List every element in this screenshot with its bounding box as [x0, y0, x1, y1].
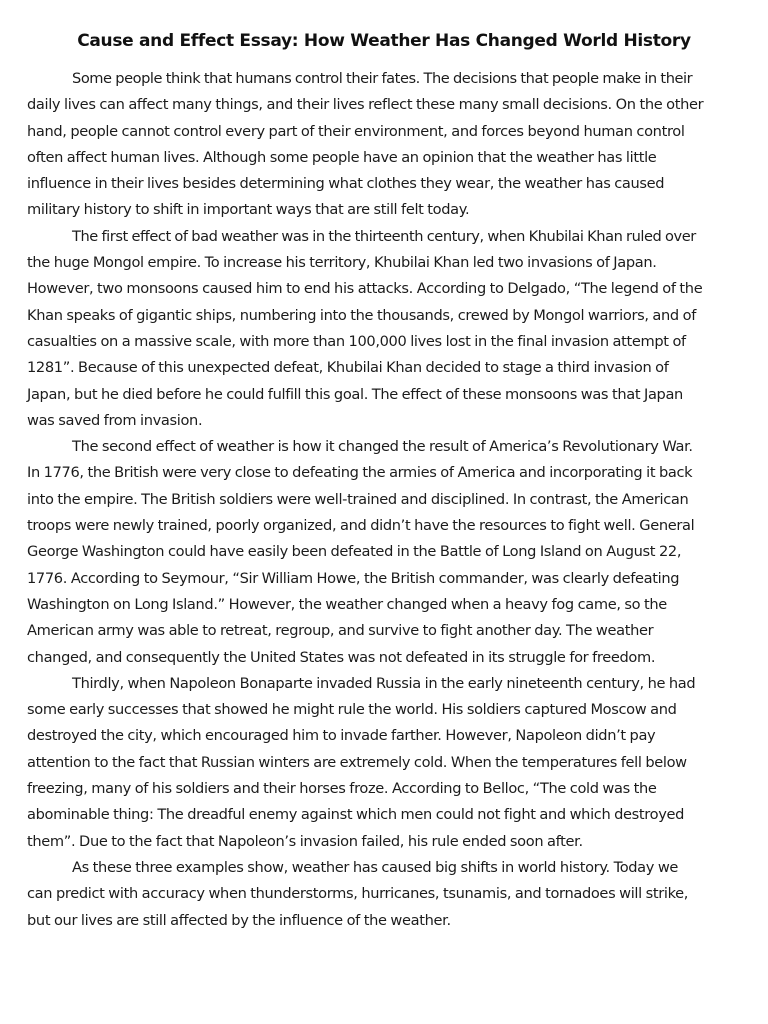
text-line: but our lives are still affected by the influence of the weather.: [27, 911, 451, 929]
text-line: Washington on Long Island.” However, the weather changed when a heavy fog came, so the: [27, 595, 667, 613]
paragraph-revolutionary-war: [27, 434, 741, 671]
text-line: military history to shift in important ways that are still felt today.: [27, 201, 470, 219]
text-line: the huge Mongol empire. To increase his territory, Khubilai Khan led two invasions of Japan.: [27, 254, 657, 272]
text-line: American army was able to retreat, regroup, and survive to fight another day. The weather: [27, 622, 654, 640]
text-line: 1281”. Because of this unexpected defeat, Khubilai Khan decided to stage a third invasion of: [27, 359, 669, 377]
paragraph-mongol-invasion: [27, 224, 741, 434]
essay-body: [27, 66, 741, 934]
text-line: George Washington could have easily been defeated in the Battle of Long Island on August 22,: [27, 543, 682, 561]
text-line: often affect human lives. Although some people have an opinion that the weather has little: [27, 148, 657, 166]
text-line: Khan speaks of gigantic ships, numbering into the thousands, crewed by Mongol warriors, and of: [27, 306, 696, 324]
text-line: casualties on a massive scale, with more than 100,000 lives lost in the final invasion attempt of: [27, 332, 686, 350]
text-line: The first effect of bad weather was in the thirteenth century, when Khubilai Khan ruled over: [72, 227, 696, 245]
text-line: Thirdly, when Napoleon Bonaparte invaded Russia in the early nineteenth century, he had: [72, 674, 696, 692]
text-line: The second effect of weather is how it changed the result of America’s Revolutionary War.: [72, 438, 693, 456]
text-line: influence in their lives besides determining what clothes they wear, the weather has caused: [27, 175, 665, 193]
paragraph-introduction: [27, 66, 741, 224]
text-line: can predict with accuracy when thunderstorms, hurricanes, tsunamis, and tornadoes will strike,: [27, 885, 689, 903]
text-line: destroyed the city, which encouraged him to invade farther. However, Napoleon didn’t pay: [27, 727, 656, 745]
text-line: daily lives can affect many things, and their lives reflect these many small decisions. On the other: [27, 96, 704, 114]
text-line: some early successes that showed he might rule the world. His soldiers captured Moscow and: [27, 701, 677, 719]
text-line: As these three examples show, weather has caused big shifts in world history. Today we: [72, 858, 679, 876]
text-line: hand, people cannot control every part of their environment, and forces beyond human control: [27, 122, 685, 140]
text-line: troops were newly trained, poorly organized, and didn’t have the resources to fight well. General: [27, 517, 695, 535]
paragraph-napoleon-russia: [27, 671, 741, 855]
text-line: In 1776, the British were very close to defeating the armies of America and incorporating it back: [27, 464, 693, 482]
text-line: changed, and consequently the United States was not defeated in its struggle for freedom.: [27, 648, 656, 666]
text-line: 1776. According to Seymour, “Sir William Howe, the British commander, was clearly defeating: [27, 569, 680, 587]
text-line: freezing, many of his soldiers and their horses froze. According to Belloc, “The cold was the: [27, 780, 657, 798]
text-line: into the empire. The British soldiers were well-trained and disciplined. In contrast, the American: [27, 490, 689, 508]
text-line: Japan, but he died before he could fulfill this goal. The effect of these monsoons was that Japan: [27, 385, 683, 403]
text-line: However, two monsoons caused him to end his attacks. According to Delgado, “The legend of the: [27, 280, 703, 298]
text-line: them”. Due to the fact that Napoleon’s invasion failed, his rule ended soon after.: [27, 832, 583, 850]
text-line: Some people think that humans control their fates. The decisions that people make in their: [72, 70, 693, 87]
text-line: attention to the fact that Russian winters are extremely cold. When the temperatures fell below: [27, 753, 687, 771]
text-line: abominable thing: The dreadful enemy against which men could not fight and which destroyed: [27, 806, 685, 824]
paragraph-conclusion: [27, 855, 741, 934]
text-line: was saved from invasion.: [27, 411, 203, 429]
essay-title: Cause and Effect Essay: How Weather Has Changed World History: [77, 31, 691, 51]
